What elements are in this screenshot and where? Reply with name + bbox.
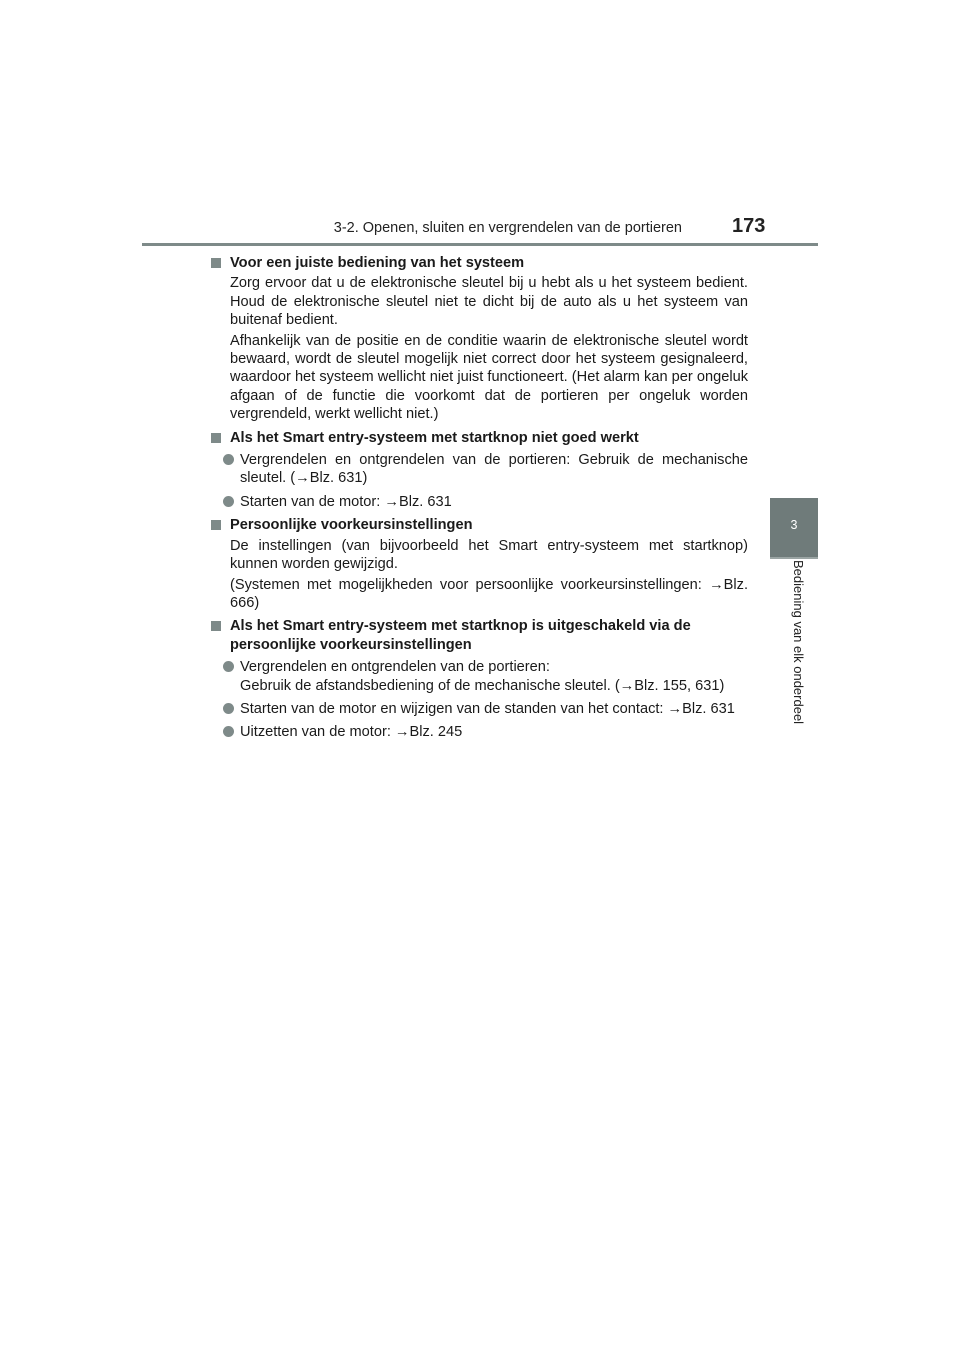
section-personal-settings	[210, 516, 748, 612]
paragraph: (Systemen met mogelijkheden voor persoonlijke voorkeursinstellingen: →Blz. 666)	[230, 576, 748, 611]
section-heading: Als het Smart entry-systeem met startknop niet goed werkt	[210, 429, 748, 447]
list-item: Uitzetten van de motor: →Blz. 245	[210, 723, 748, 741]
list-item: Starten van de motor: →Blz. 631	[210, 493, 748, 511]
section-disabled-system	[210, 617, 748, 741]
square-bullet-icon	[211, 258, 221, 268]
section-heading: Als het Smart entry-systeem met startknop is uitgeschakeld via de persoonlijke voorkeursinstellingen	[210, 617, 748, 654]
round-bullet-icon	[223, 661, 234, 672]
paragraph: De instellingen (van bijvoorbeeld het Smart entry-systeem met startknop) kunnen worden gewijzigd.	[230, 537, 748, 573]
chapter-tab-number: 3	[790, 518, 798, 532]
list-item: Starten van de motor en wijzigen van de standen van het contact: →Blz. 631	[210, 700, 748, 718]
square-bullet-icon	[211, 433, 221, 443]
section-heading: Persoonlijke voorkeursinstellingen	[210, 516, 748, 534]
round-bullet-icon	[223, 496, 234, 507]
square-bullet-icon	[211, 621, 221, 631]
page-content	[210, 254, 748, 747]
list-item: Vergrendelen en ontgrendelen van de portieren: Gebruik de afstandsbediening of de mechanische sleutel. (→Blz. 155, 631)	[210, 658, 748, 695]
section-correct-operation	[210, 254, 748, 424]
page-number: 173	[732, 215, 766, 237]
round-bullet-icon	[223, 454, 234, 465]
list-item: Vergrendelen en ontgrendelen van de portieren: Gebruik de mechanische sleutel. (→Blz. 631)	[210, 451, 748, 488]
section-heading: Voor een juiste bediening van het systeem	[210, 254, 748, 272]
header-divider	[142, 243, 818, 246]
section-malfunction	[210, 429, 748, 512]
square-bullet-icon	[211, 520, 221, 530]
round-bullet-icon	[223, 726, 234, 737]
paragraph: Afhankelijk van de positie en de conditie waarin de elektronische sleutel wordt bewaard, wordt de sleutel mogelijk niet correct door het systeem gesignaleerd, waardoor het systeem wellicht niet juist functioneert. (Het alarm kan per ongeluk afgaan of de functie die voorkomt dat de portieren per ongeluk worden vergrendeld, werkt wellicht niet.)	[230, 332, 748, 423]
paragraph: Zorg ervoor dat u de elektronische sleutel bij u hebt als u het systeem bedient. Houd de elektronische sleutel niet te dicht bij de auto als u het systeem van buitenaf bedient.	[230, 275, 748, 329]
round-bullet-icon	[223, 703, 234, 714]
running-header: 3-2. Openen, sluiten en vergrendelen van de portieren	[333, 220, 682, 236]
chapter-label: Bediening van elk onderdeel	[791, 560, 806, 725]
chapter-tab-divider	[770, 557, 818, 559]
